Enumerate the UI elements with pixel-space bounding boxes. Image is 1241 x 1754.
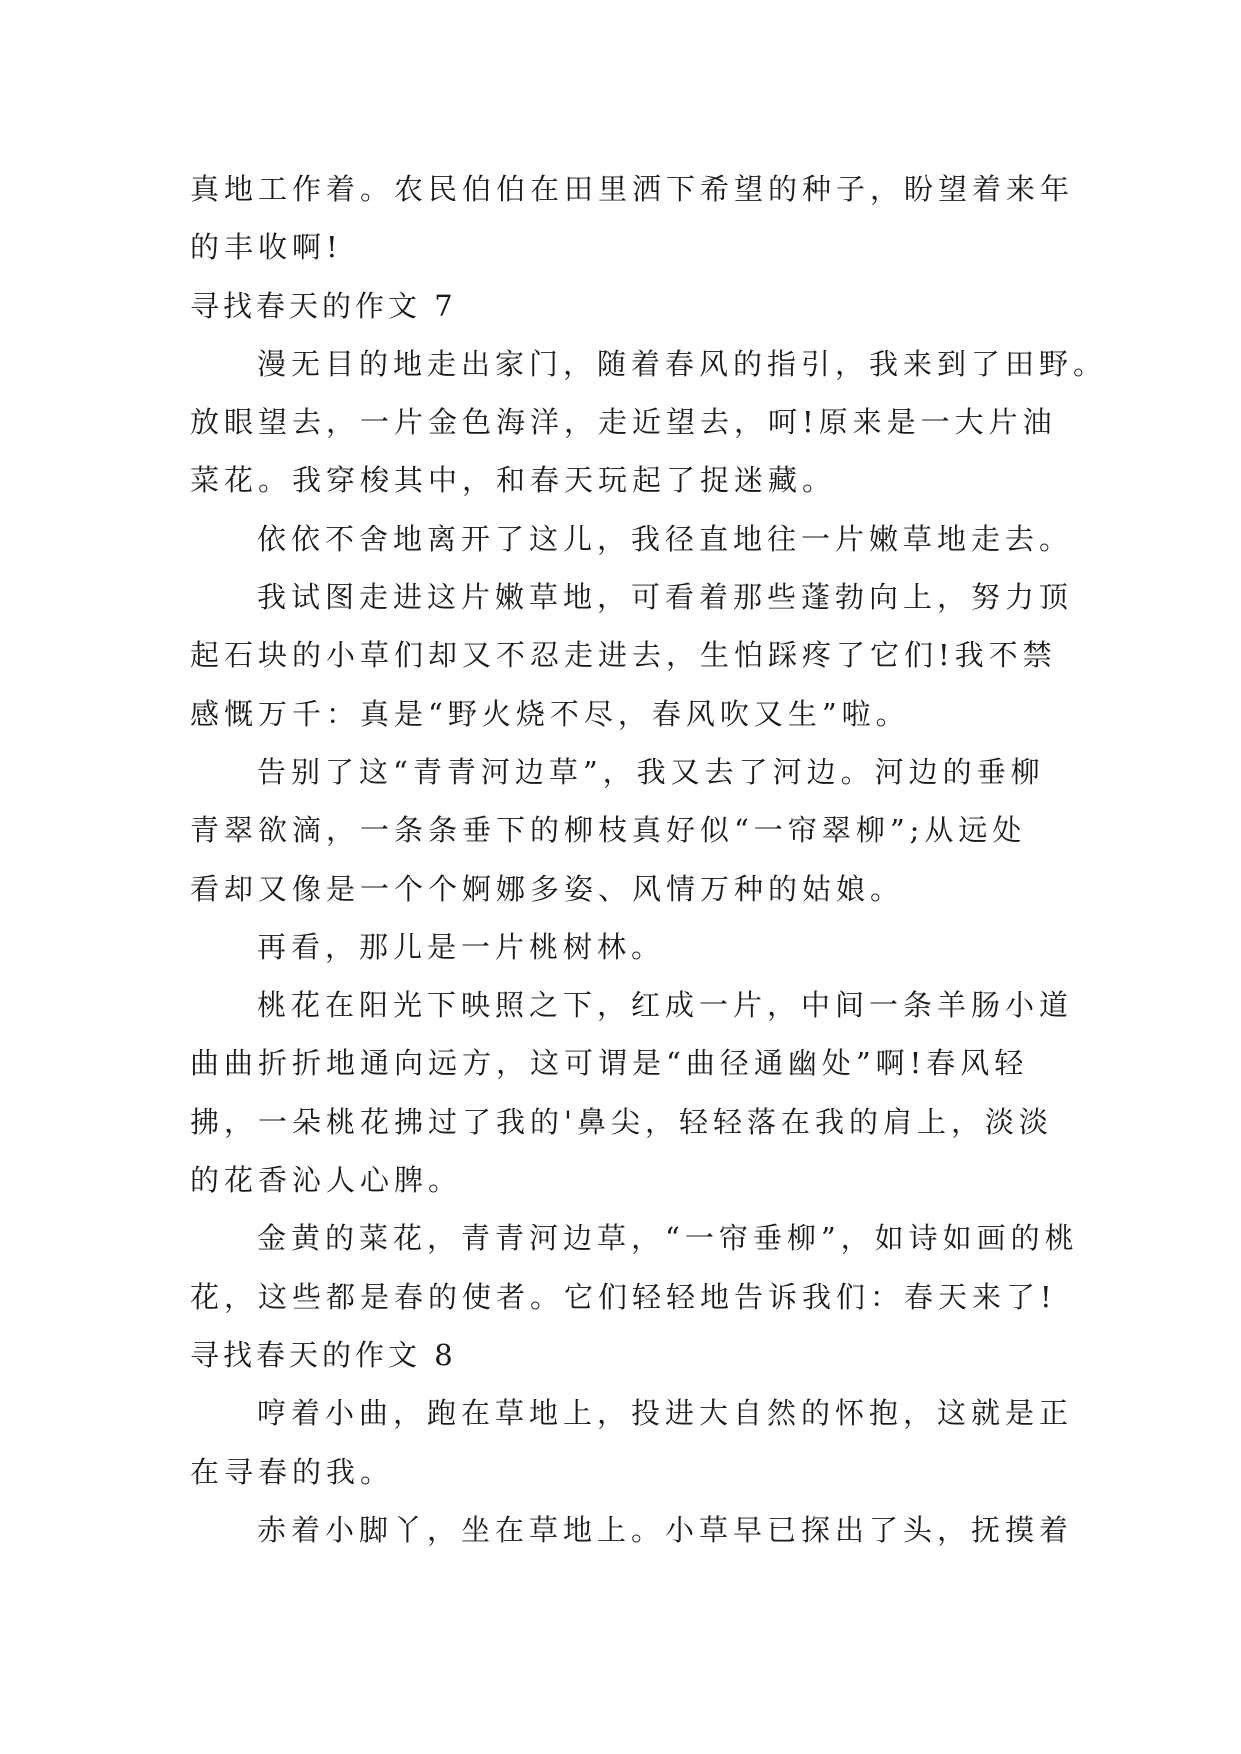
paragraph-first-line: 再看，那儿是一片桃树林。	[257, 929, 666, 964]
paragraph-first-line: 我试图走进这片嫩草地，可看着那些蓬勃向上，努力顶	[257, 580, 1074, 615]
text-line: 花，这些都是春的使者。它们轻轻地告诉我们：春天来了!	[190, 1279, 1057, 1314]
text-line: 真地工作着。农民伯伯在田里洒下希望的种子，盼望着来年	[190, 172, 1075, 206]
paragraph-first-line: 哼着小曲，跑在草地上，投进大自然的怀抱，这就是正	[257, 1396, 1074, 1431]
paragraph-first-line: 金黄的菜花，青青河边草，“一帘垂柳”，如诗如画的桃	[257, 1221, 1079, 1256]
text-line: 拂，一朵桃花拂过了我的'鼻尖，轻轻落在我的肩上，淡淡	[190, 1104, 1053, 1139]
text-line: 曲曲折折地通向远方，这可谓是“曲径通幽处”啊!春风轻	[190, 1046, 1029, 1081]
paragraph-first-line: 赤着小脚丫，坐在草地上。小草早已探出了头，抚摸着	[257, 1512, 1074, 1547]
text-line: 菜花。我穿梭其中，和春天玩起了捉迷藏。	[190, 463, 837, 498]
text-line: 看却又像是一个个婀娜多姿、风情万种的姑娘。	[190, 871, 905, 906]
text-line: 起石块的小草们却又不忍走进去，生怕踩疼了它们!我不禁	[190, 638, 1057, 673]
text-line: 在寻春的我。	[190, 1454, 395, 1489]
paragraph-first-line: 依依不舍地离开了这儿，我径直地往一片嫩草地走去。	[257, 521, 1074, 556]
paragraph-first-line: 告别了这“青青河边草”，我又去了河边。河边的垂柳	[257, 754, 1045, 789]
text-line: 感慨万千：真是“野火烧不尽，春风吹又生”啦。	[190, 696, 910, 731]
text-line: 的丰收啊!	[190, 230, 343, 265]
text-line: 放眼望去，一片金色海洋，走近望去，呵!原来是一大片油	[190, 405, 1057, 440]
text-line: 青翠欲滴，一条条垂下的柳枝真好似“一帘翠柳”;从远处	[190, 813, 1027, 848]
section-heading: 寻找春天的作文 7	[190, 288, 457, 323]
paragraph-first-line: 桃花在阳光下映照之下，红成一片，中间一条羊肠小道	[257, 988, 1074, 1023]
document-body	[190, 160, 1108, 1559]
paragraph-first-line: 漫无目的地走出家门，随着春风的指引，我来到了田野。	[257, 346, 1108, 381]
section-heading: 寻找春天的作文 8	[190, 1337, 457, 1372]
text-line: 的花香沁人心脾。	[190, 1163, 463, 1198]
